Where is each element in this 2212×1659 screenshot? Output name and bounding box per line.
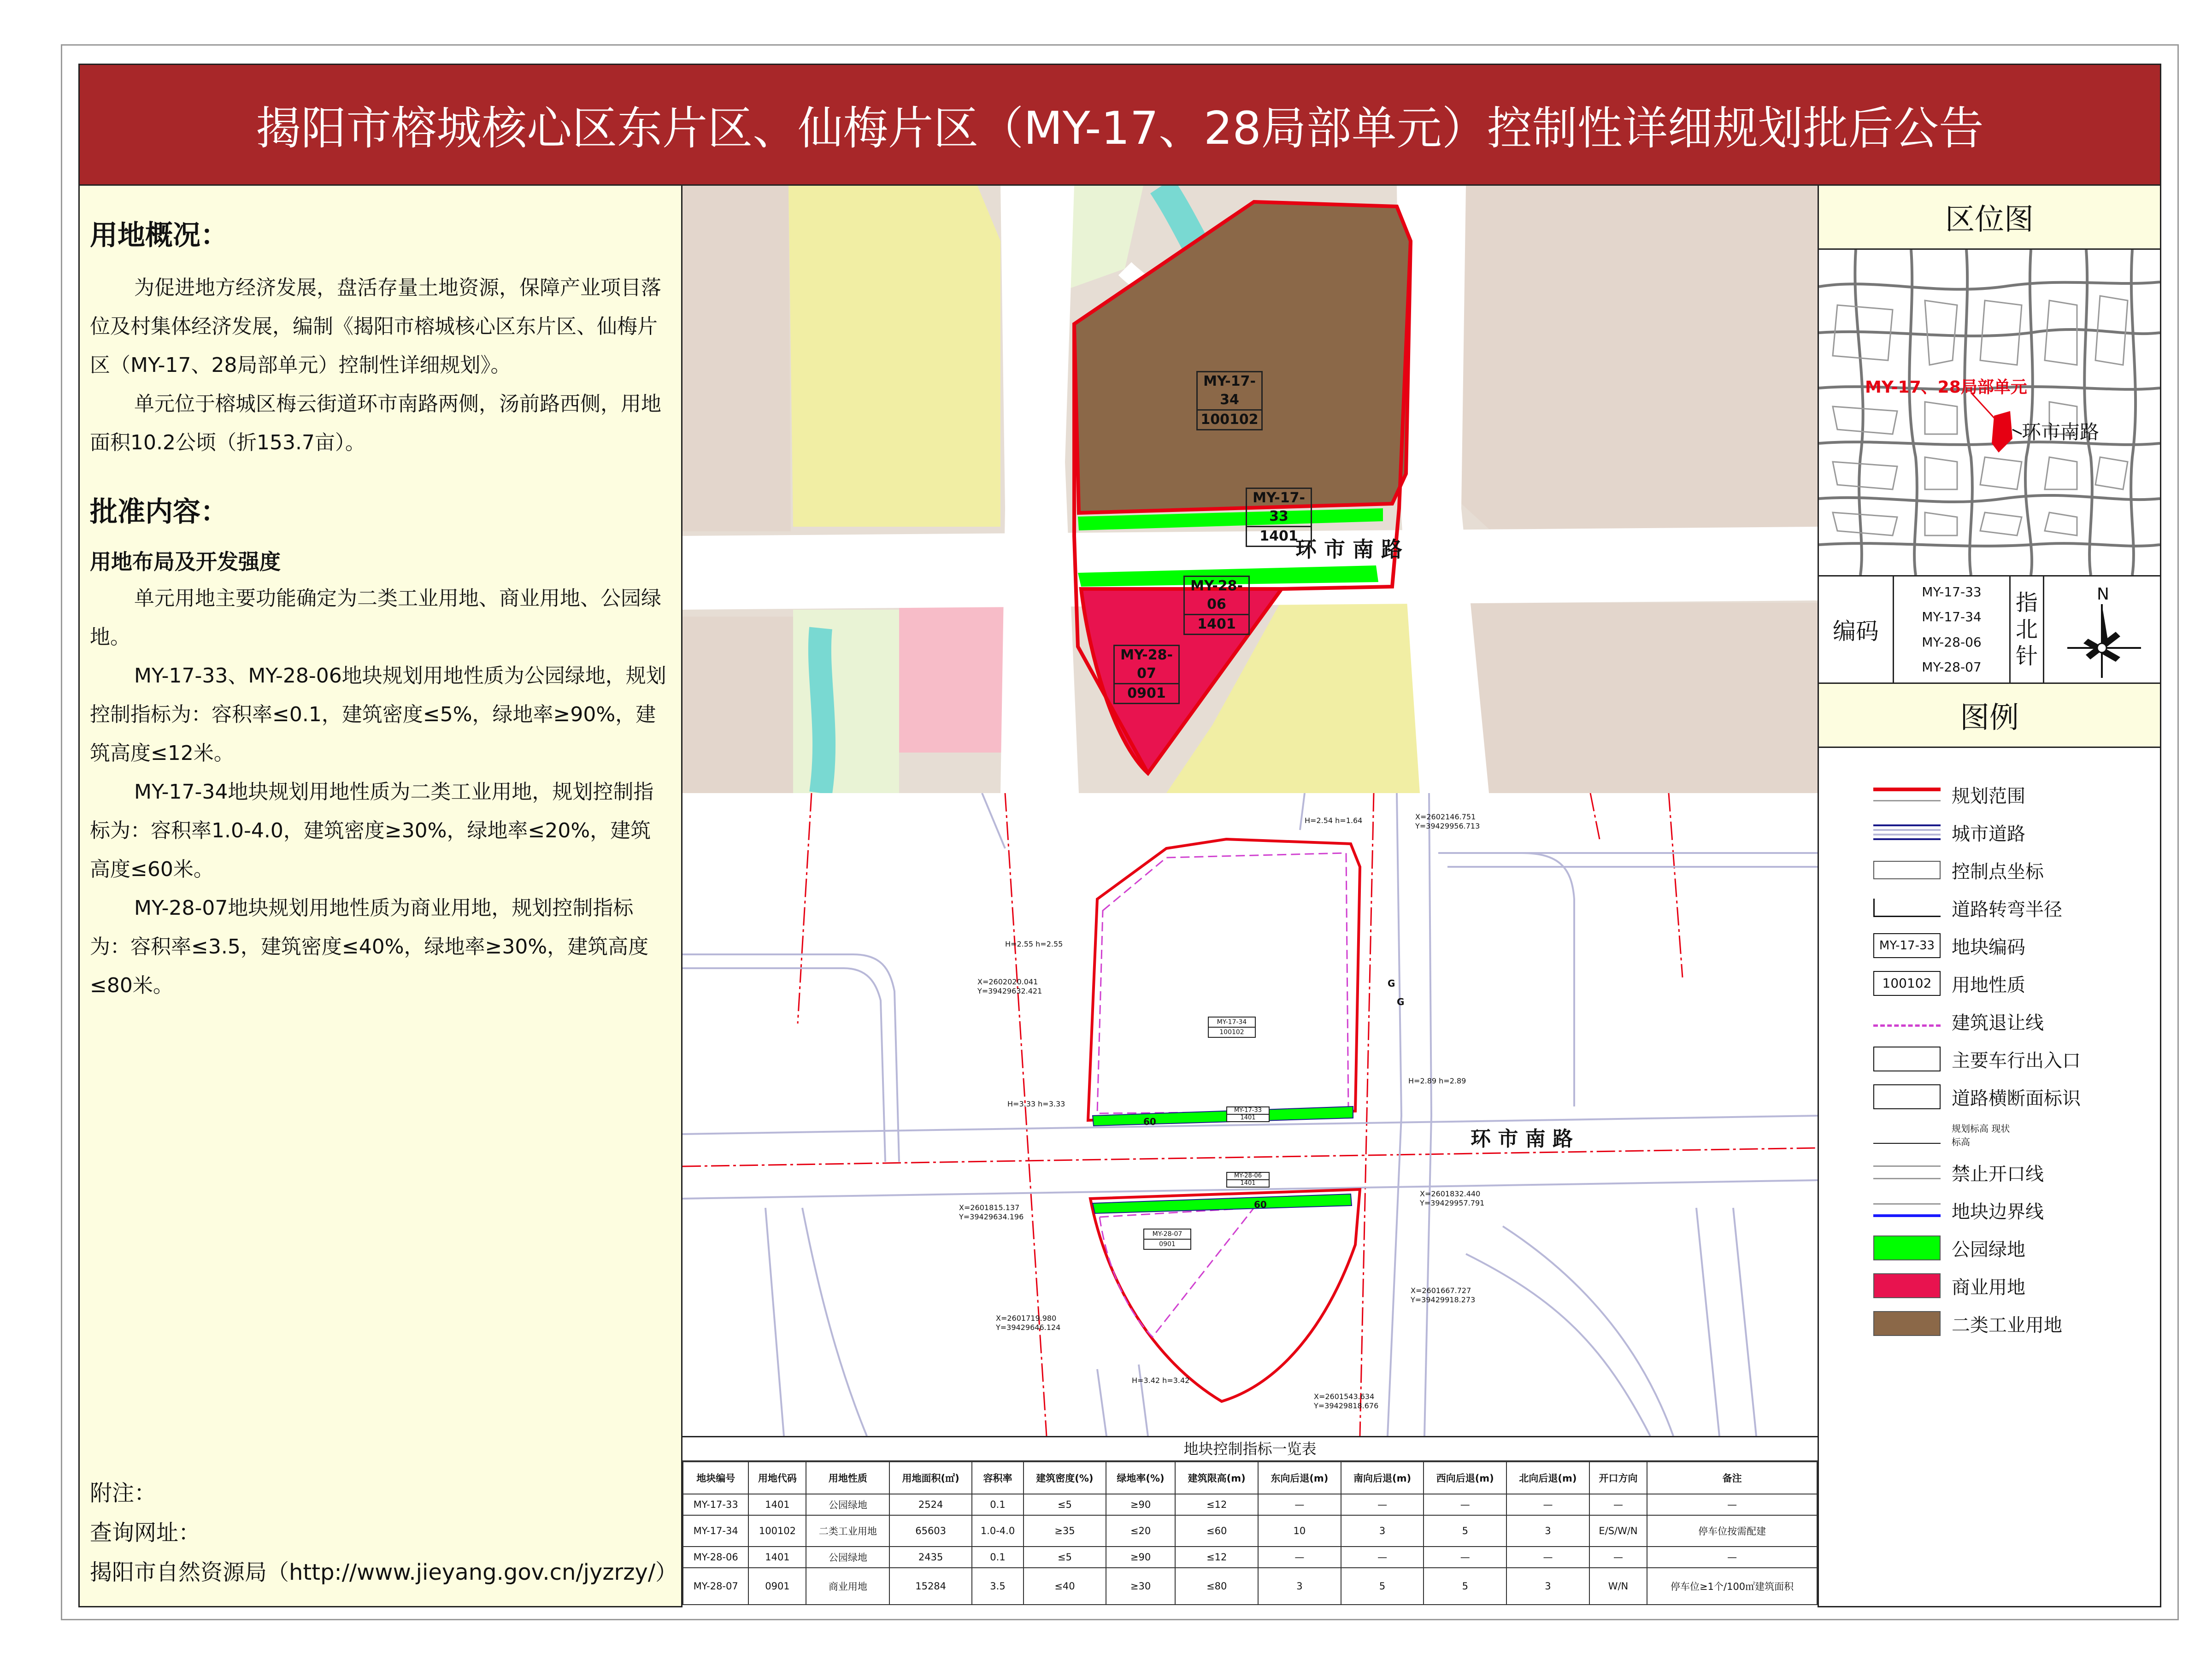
- table-header-cell: 南向后退(m): [1341, 1462, 1424, 1494]
- table-header-cell: 备注: [1647, 1462, 1817, 1494]
- table-cell: 公园绿地: [806, 1547, 889, 1568]
- overview-heading: 用地概况：: [90, 219, 228, 252]
- coord-label-2: X=2602020.041 Y=39429632.421: [977, 977, 1042, 995]
- approval-paragraph-3: MY-17-34地块规划用地性质为二类工业用地，规划控制指标为：容积率1.0-4.0，建筑密度≥30%，绿地率≤20%，建筑高度≤60米。: [90, 780, 654, 881]
- table-cell: 商业用地: [806, 1568, 889, 1605]
- overview-paragraph-1: 为促进地方经济发展，盘活存量土地资源，保障产业项目落位及村集体经济发展，编制《揭阳市榕城核心区东片区、仙梅片区（MY-17、28局部单元）控制性详细规划》。: [90, 276, 661, 377]
- land-use-map[interactable]: [682, 186, 1818, 794]
- legend-item-control-point: 控制点坐标: [1873, 851, 2160, 889]
- industrial-swatch: [1873, 1311, 1941, 1336]
- table-cell: 0.1: [972, 1494, 1024, 1515]
- svg-text:60: 60: [1143, 1116, 1156, 1127]
- code-list: [1894, 577, 2011, 682]
- coord-label-4: X=2601815.137 Y=39429634.196: [959, 1203, 1024, 1221]
- table-row: [683, 1547, 1817, 1568]
- legend-item-industrial: 二类工业用地: [1873, 1305, 2160, 1342]
- location-map-title: 区位图: [1819, 186, 2160, 250]
- footer-notes: [90, 1473, 677, 1592]
- table-cell: ≤60: [1175, 1515, 1258, 1547]
- legend-item-setback: 建筑退让线: [1873, 1002, 2160, 1040]
- legend: [1819, 748, 2160, 1342]
- table-cell: ≤40: [1024, 1568, 1106, 1605]
- table-cell: —: [1506, 1547, 1589, 1568]
- table-caption: 地块控制指标一览表: [682, 1437, 1818, 1461]
- location-road-label: 环市南路: [2022, 421, 2100, 443]
- table-cell: 5: [1424, 1515, 1506, 1547]
- height-label-3: H=3.33 h=3.33: [1007, 1100, 1065, 1108]
- north-letter: N: [2097, 585, 2109, 604]
- legend-item-park: 公园绿地: [1873, 1229, 2160, 1267]
- table-header-cell: 建筑限高(m): [1175, 1462, 1258, 1494]
- table-cell: 10: [1258, 1515, 1341, 1547]
- right-panel: [1818, 186, 2160, 1606]
- table-cell: —: [1258, 1547, 1341, 1568]
- legend-item-city-road: 城市道路: [1873, 813, 2160, 851]
- svg-text:G: G: [1388, 978, 1395, 989]
- table-cell: ≤12: [1175, 1547, 1258, 1568]
- code-item: MY-17-34: [1922, 609, 1982, 625]
- table-cell: MY-17-34: [683, 1515, 748, 1547]
- entrance-swatch: [1873, 1047, 1941, 1071]
- table-cell: —: [1647, 1494, 1817, 1515]
- code-label: 编码: [1819, 577, 1894, 682]
- coord-label-3: X=2601832.440 Y=39429957.791: [1420, 1189, 1485, 1207]
- table-header-cell: 用地面积(㎡): [889, 1462, 972, 1494]
- approval-paragraph-4: MY-28-07地块规划用地性质为商业用地，规划控制指标为：容积率≤3.5，建筑密度≤40%，绿地率≥30%，建筑高度≤80米。: [90, 896, 649, 997]
- table-cell: ≥90: [1106, 1494, 1176, 1515]
- table-cell: 2435: [889, 1547, 972, 1568]
- table-cell: ≥35: [1024, 1515, 1106, 1547]
- page-title: 揭阳市榕城核心区东片区、仙梅片区（MY-17、28局部单元）控制性详细规划批后公告: [78, 64, 2161, 186]
- table-cell: —: [1424, 1494, 1506, 1515]
- land-use-swatch: 100102: [1873, 971, 1941, 996]
- table-cell: 3.5: [972, 1568, 1024, 1605]
- location-map-svg: [1819, 250, 2160, 575]
- table-cell: MY-17-33: [683, 1494, 748, 1515]
- table-header-cell: 东向后退(m): [1258, 1462, 1341, 1494]
- parcel-label-my-17-33[interactable]: MY-17-33 1401: [1246, 488, 1312, 547]
- indicator-table-grid: [682, 1461, 1818, 1605]
- height-label-5: H=3.42 h=3.42: [1132, 1376, 1190, 1385]
- control-label-my-28-06[interactable]: MY-28-06 1401: [1226, 1172, 1270, 1188]
- north-label: 指 北 针: [2011, 577, 2044, 682]
- legend-item-parcel-code: MY-17-33 地块编码: [1873, 927, 2160, 965]
- table-cell: 公园绿地: [806, 1494, 889, 1515]
- table-cell: —: [1424, 1547, 1506, 1568]
- table-cell: ≤20: [1106, 1515, 1176, 1547]
- table-cell: 二类工业用地: [806, 1515, 889, 1547]
- control-label-my-28-07[interactable]: MY-28-07 0901: [1143, 1229, 1191, 1250]
- table-cell: 3: [1258, 1568, 1341, 1605]
- table-cell: 3: [1341, 1515, 1424, 1547]
- table-cell: 2524: [889, 1494, 972, 1515]
- table-cell: 停车位≥1个/100㎡建筑面积: [1647, 1568, 1817, 1605]
- code-item: MY-28-07: [1922, 659, 1982, 675]
- table-cell: —: [1589, 1494, 1647, 1515]
- footer-note: 附注：: [90, 1480, 157, 1506]
- park-swatch: [1873, 1235, 1941, 1260]
- legend-item-entrance: 主要车行出入口: [1873, 1040, 2160, 1078]
- control-road-label: 环 市 南 路: [1471, 1127, 1573, 1151]
- table-cell: —: [1258, 1494, 1341, 1515]
- approval-paragraph-2: MY-17-33、MY-28-06地块规划用地性质为公园绿地，规划控制指标为：容积率≤0.1，建筑密度≤5%，绿地率≥90%，建筑高度≤12米。: [90, 664, 666, 765]
- legend-item-section: 道路横断面标识: [1873, 1078, 2160, 1116]
- table-header-row: [683, 1462, 1817, 1494]
- table-cell: —: [1506, 1494, 1589, 1515]
- top-road-label: 环 市 南 路: [1295, 537, 1403, 562]
- height-label-4: H=2.89 h=2.89: [1408, 1077, 1466, 1085]
- control-point-swatch: [1873, 861, 1941, 879]
- control-label-my-17-33[interactable]: MY-17-33 1401: [1226, 1106, 1270, 1122]
- legend-item-land-use: 100102 用地性质: [1873, 965, 2160, 1002]
- approval-subheading: 用地布局及开发强度: [90, 549, 281, 574]
- table-cell: MY-28-07: [683, 1568, 748, 1605]
- svg-text:G: G: [1397, 996, 1405, 1007]
- legend-item-boundary: 规划范围: [1873, 776, 2160, 813]
- control-drawing[interactable]: [682, 793, 1818, 1436]
- table-header-cell: 开口方向: [1589, 1462, 1647, 1494]
- table-cell: ≤80: [1175, 1568, 1258, 1605]
- indicator-table: [682, 1436, 1818, 1607]
- table-cell: MY-28-06: [683, 1547, 748, 1568]
- table-header-cell: 用地性质: [806, 1462, 889, 1494]
- location-map[interactable]: [1819, 250, 2160, 577]
- table-cell: 1401: [748, 1494, 806, 1515]
- table-header-cell: 建筑密度(%): [1024, 1462, 1106, 1494]
- table-cell: 5: [1424, 1568, 1506, 1605]
- elevation-swatch: [1873, 1125, 1941, 1144]
- table-row: [683, 1515, 1817, 1547]
- footer-query: 查询网址：: [90, 1520, 201, 1546]
- legend-item-no-opening: 禁止开口线: [1873, 1153, 2160, 1191]
- table-cell: 1.0-4.0: [972, 1515, 1024, 1547]
- legend-item-commercial: 商业用地: [1873, 1267, 2160, 1305]
- table-header-cell: 容积率: [972, 1462, 1024, 1494]
- table-cell: ≥90: [1106, 1547, 1176, 1568]
- table-cell: 3: [1506, 1568, 1589, 1605]
- table-cell: —: [1589, 1547, 1647, 1568]
- city-road-swatch: [1873, 824, 1941, 840]
- table-cell: —: [1341, 1547, 1424, 1568]
- section-swatch: [1873, 1084, 1941, 1109]
- table-cell: 100102: [748, 1515, 806, 1547]
- code-item: MY-28-06: [1922, 634, 1982, 650]
- table-cell: ≤5: [1024, 1547, 1106, 1568]
- table-cell: 65603: [889, 1515, 972, 1547]
- table-cell: 0901: [748, 1568, 806, 1605]
- table-cell: —: [1647, 1547, 1817, 1568]
- table-cell: ≤5: [1024, 1494, 1106, 1515]
- table-cell: 1401: [748, 1547, 806, 1568]
- table-cell: 停车位按需配建: [1647, 1515, 1817, 1547]
- boundary-swatch: [1873, 788, 1941, 801]
- legend-title: 图例: [1819, 684, 2160, 748]
- svg-text:60: 60: [1254, 1199, 1267, 1210]
- table-cell: E/S/W/N: [1589, 1515, 1647, 1547]
- parcel-label-my-28-06[interactable]: MY-28-06 1401: [1183, 576, 1250, 635]
- code-item: MY-17-33: [1922, 584, 1982, 600]
- table-cell: W/N: [1589, 1568, 1647, 1605]
- north-arrow-icon: [2044, 577, 2160, 682]
- parcel-line-swatch: [1873, 1203, 1941, 1217]
- commercial-swatch: [1873, 1273, 1941, 1298]
- parcel-code-swatch: MY-17-33: [1873, 933, 1941, 958]
- parcel-label-my-28-07[interactable]: MY-28-07 0901: [1113, 645, 1180, 704]
- legend-item-elevation: 规划标高 现状标高: [1873, 1116, 2160, 1153]
- approval-paragraph-1: 单元用地主要功能确定为二类工业用地、商业用地、公园绿地。: [90, 587, 661, 649]
- parcel-label-my-17-34[interactable]: MY-17-34 100102: [1196, 371, 1263, 430]
- legend-item-parcel-line: 地块边界线: [1873, 1191, 2160, 1229]
- table-row: [683, 1568, 1817, 1605]
- no-opening-swatch: [1873, 1165, 1941, 1179]
- table-header-cell: 北向后退(m): [1506, 1462, 1589, 1494]
- table-cell: 5: [1341, 1568, 1424, 1605]
- table-cell: ≥30: [1106, 1568, 1176, 1605]
- table-cell: 0.1: [972, 1547, 1024, 1568]
- table-header-cell: 绿地率(%): [1106, 1462, 1176, 1494]
- height-label-1: H=2.54 h=1.64: [1305, 816, 1363, 825]
- coord-label-5: X=2601667.727 Y=39429918.273: [1411, 1286, 1476, 1304]
- coord-label-6: X=2601719.980 Y=39429646.124: [996, 1314, 1061, 1332]
- table-cell: —: [1341, 1494, 1424, 1515]
- table-header-cell: 地块编号: [683, 1462, 748, 1494]
- approval-heading: 批准内容：: [90, 496, 228, 528]
- table-cell: ≤12: [1175, 1494, 1258, 1515]
- table-header-cell: 用地代码: [748, 1462, 806, 1494]
- legend-item-turn-radius: 道路转弯半径: [1873, 889, 2160, 927]
- table-cell: 3: [1506, 1515, 1589, 1547]
- turn-radius-swatch: [1873, 899, 1941, 917]
- location-unit-label: MY-17、28局部单元: [1865, 378, 2027, 397]
- overview-paragraph-2: 单元位于榕城区梅云街道环市南路两侧，汤前路西侧，用地面积10.2公顷（折153.7亩）。: [90, 392, 661, 454]
- footer-bureau-link[interactable]: 揭阳市自然资源局（http://www.jieyang.gov.cn/jyzrzy/）: [90, 1559, 678, 1585]
- description-panel: [80, 186, 682, 1606]
- control-label-my-17-34[interactable]: MY-17-34 100102: [1208, 1017, 1256, 1038]
- table-cell: 15284: [889, 1568, 972, 1605]
- table-row: [683, 1494, 1817, 1515]
- setback-swatch: [1873, 1024, 1941, 1027]
- height-label-2: H=2.55 h=2.55: [1005, 940, 1063, 948]
- table-header-cell: 西向后退(m): [1424, 1462, 1506, 1494]
- coord-label-1: X=2602146.751 Y=39429956.713: [1415, 812, 1480, 830]
- code-row: [1819, 577, 2160, 684]
- coord-label-7: X=2601543.634 Y=39429818.676: [1314, 1392, 1379, 1410]
